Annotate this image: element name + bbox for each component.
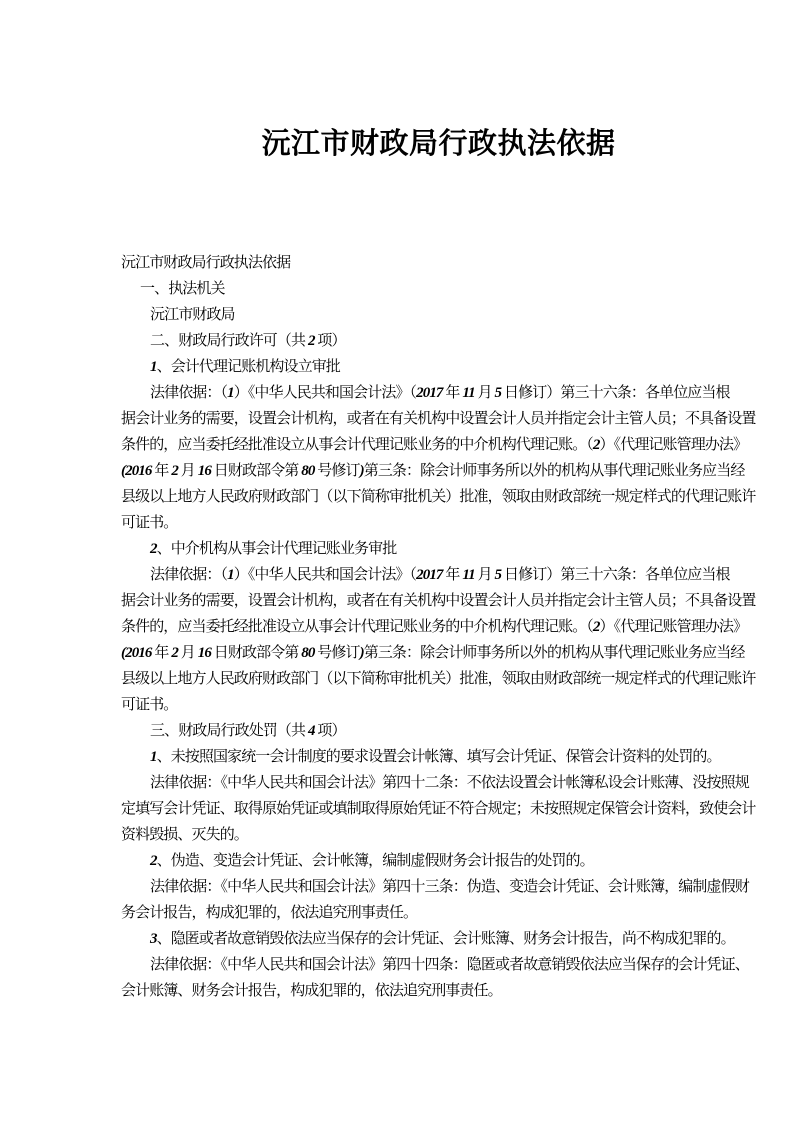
document-line: [121, 770, 756, 796]
text-run: 年: [442, 567, 463, 583]
text-run: 日财政部令第: [210, 645, 302, 661]
emphasized-text-run: 2017: [416, 567, 443, 583]
document-line: [121, 692, 756, 718]
text-run: 三、财政局行政处罚（共: [150, 723, 308, 739]
text-run: 法律依据：（: [150, 385, 228, 401]
text-run: 年: [151, 645, 172, 661]
emphasized-text-run: ): [359, 645, 364, 661]
text-run: 条件的，应当委托经批准设立从事会计代理记账业务的中介机构代理记账。（: [121, 619, 593, 635]
text-run: 、中介机构从事会计代理记账业务审批: [156, 541, 397, 557]
emphasized-text-run: 2: [592, 619, 600, 635]
emphasized-text-run: 11: [462, 567, 475, 583]
emphasized-text-run: 5: [494, 385, 502, 401]
document-line: [121, 926, 756, 952]
document-line: [121, 848, 756, 874]
text-run: 、未按照国家统一会计制度的要求设置会计帐簿、填写会计凭证、保管会计资料的处罚的。: [156, 749, 721, 765]
text-run: 资料毁损、灭失的。: [121, 827, 248, 843]
document-line: [121, 562, 756, 588]
text-run: 、伪造、变造会计凭证、会计帐簿，编制虚假财务会计报告的处罚的。: [156, 853, 594, 869]
text-run: 会计账簿、财务会计报告，构成犯罪的，依法追究刑事责任。: [121, 983, 502, 999]
document-line: [121, 744, 756, 770]
text-run: 法律依据：《中华人民共和国会计法》第四十三条：伪造、变造会计凭证、会计账簿，编制虚假财: [150, 879, 749, 895]
emphasized-text-run: 4: [307, 723, 315, 739]
emphasized-text-run: 80: [301, 645, 315, 661]
text-run: 县级以上地方人民政府财政部门（以下简称审批机关）批准，领取由财政部统一规定样式的代理记账许: [121, 489, 756, 505]
text-run: 可证书。: [121, 515, 178, 531]
text-run: 月: [177, 463, 198, 479]
text-run: 、会计代理记账机构设立审批: [156, 359, 340, 375]
text-run: ）《代理记账管理办法》: [599, 619, 748, 635]
document-line: [121, 458, 756, 484]
emphasized-text-run: 1: [150, 749, 157, 765]
document-line: [121, 640, 756, 666]
emphasized-text-run: 2: [150, 541, 157, 557]
document-line: [121, 380, 756, 406]
document-line: [121, 822, 756, 848]
emphasized-text-run: 2: [307, 333, 315, 349]
document-line: [121, 536, 756, 562]
text-run: 号修订: [314, 645, 360, 661]
emphasized-text-run: 16: [197, 463, 211, 479]
document-line: [121, 432, 756, 458]
emphasized-text-run: 80: [301, 463, 315, 479]
emphasized-text-run: 2017: [416, 385, 443, 401]
text-run: 号修订: [314, 463, 360, 479]
text-run: ）《代理记账管理办法》: [599, 437, 748, 453]
emphasized-text-run: 2: [171, 463, 178, 479]
text-run: 据会计业务的需要，设置会计机构，或者在有关机构中设置会计人员并指定会计主管人员；不具备设置: [121, 411, 756, 427]
text-run: 沅江市财政局: [150, 307, 235, 323]
text-run: 务会计报告，构成犯罪的，依法追究刑事责任。: [121, 905, 418, 921]
text-run: 第三条：除会计师事务所以外的机构从事代理记账业务应当经: [363, 645, 745, 661]
emphasized-text-run: 11: [462, 385, 475, 401]
text-run: 沅江市财政局行政执法依据: [121, 255, 291, 271]
text-run: 日修订）第三十六条：各单位应当根: [501, 567, 730, 583]
document-line: [121, 978, 756, 1004]
document-line: [121, 796, 756, 822]
document-line: [121, 354, 756, 380]
document-line: [121, 510, 756, 536]
text-run: 月: [474, 385, 495, 401]
emphasized-text-run: 16: [197, 645, 211, 661]
document-line: [121, 250, 756, 276]
document-line: [121, 302, 756, 328]
text-run: 一、执法机关: [140, 281, 225, 297]
emphasized-text-run: 2: [150, 853, 157, 869]
document-line: [121, 874, 756, 900]
text-run: 项）: [314, 333, 346, 349]
text-run: 据会计业务的需要，设置会计机构，或者在有关机构中设置会计人员并指定会计主管人员；不具备设置: [121, 593, 756, 609]
emphasized-text-run: (2016: [121, 645, 152, 661]
emphasized-text-run: ): [359, 463, 364, 479]
emphasized-text-run: 5: [494, 567, 502, 583]
document-line: [121, 276, 756, 302]
emphasized-text-run: 3: [150, 931, 157, 947]
emphasized-text-run: 1: [227, 567, 234, 583]
text-run: 日财政部令第: [210, 463, 302, 479]
emphasized-text-run: (2016: [121, 463, 152, 479]
text-run: 项）: [314, 723, 346, 739]
document-line: [121, 588, 756, 614]
text-run: 年: [151, 463, 172, 479]
emphasized-text-run: 2: [592, 437, 600, 453]
text-run: 年: [442, 385, 463, 401]
text-run: 法律依据：《中华人民共和国会计法》第四十二条：不依法设置会计帐簿私设会计账薄、没按照规: [150, 775, 749, 791]
emphasized-text-run: 2: [171, 645, 178, 661]
document-line: [121, 900, 756, 926]
text-run: 、隐匿或者故意销毁依法应当保存的会计凭证、会计账簿、财务会计报告，尚不构成犯罪的。: [156, 931, 735, 947]
document-line: [121, 328, 756, 354]
text-run: 第三条：除会计师事务所以外的机构从事代理记账业务应当经: [363, 463, 745, 479]
text-run: 法律依据：（: [150, 567, 228, 583]
document-line: [121, 614, 756, 640]
emphasized-text-run: 1: [150, 359, 157, 375]
text-run: 条件的，应当委托经批准设立从事会计代理记账业务的中介机构代理记账。（: [121, 437, 593, 453]
text-run: ）《中华人民共和国会计法》（: [233, 385, 417, 401]
text-run: 法律依据：《中华人民共和国会计法》第四十四条：隐匿或者故意销毁依法应当保存的会计凭证、: [150, 957, 749, 973]
document-body: [121, 250, 756, 1004]
text-run: 可证书。: [121, 697, 178, 713]
document-title: 沅江市财政局行政执法依据: [261, 128, 616, 160]
text-run: 月: [474, 567, 495, 583]
document-line: [121, 666, 756, 692]
text-run: 月: [177, 645, 198, 661]
text-run: 日修订）第三十六条：各单位应当根: [501, 385, 730, 401]
text-run: 县级以上地方人民政府财政部门（以下简称审批机关）批准，领取由财政部统一规定样式的代理记账许: [121, 671, 756, 687]
text-run: 二、财政局行政许可（共: [150, 333, 308, 349]
document-line: [121, 484, 756, 510]
emphasized-text-run: 1: [227, 385, 234, 401]
text-run: 定填写会计凭证、取得原始凭证或填制取得原始凭证不符合规定；未按照规定保管会计资料，致使会计: [121, 801, 756, 817]
text-run: ）《中华人民共和国会计法》（: [233, 567, 417, 583]
document-line: [121, 718, 756, 744]
document-line: [121, 406, 756, 432]
document-line: [121, 952, 756, 978]
